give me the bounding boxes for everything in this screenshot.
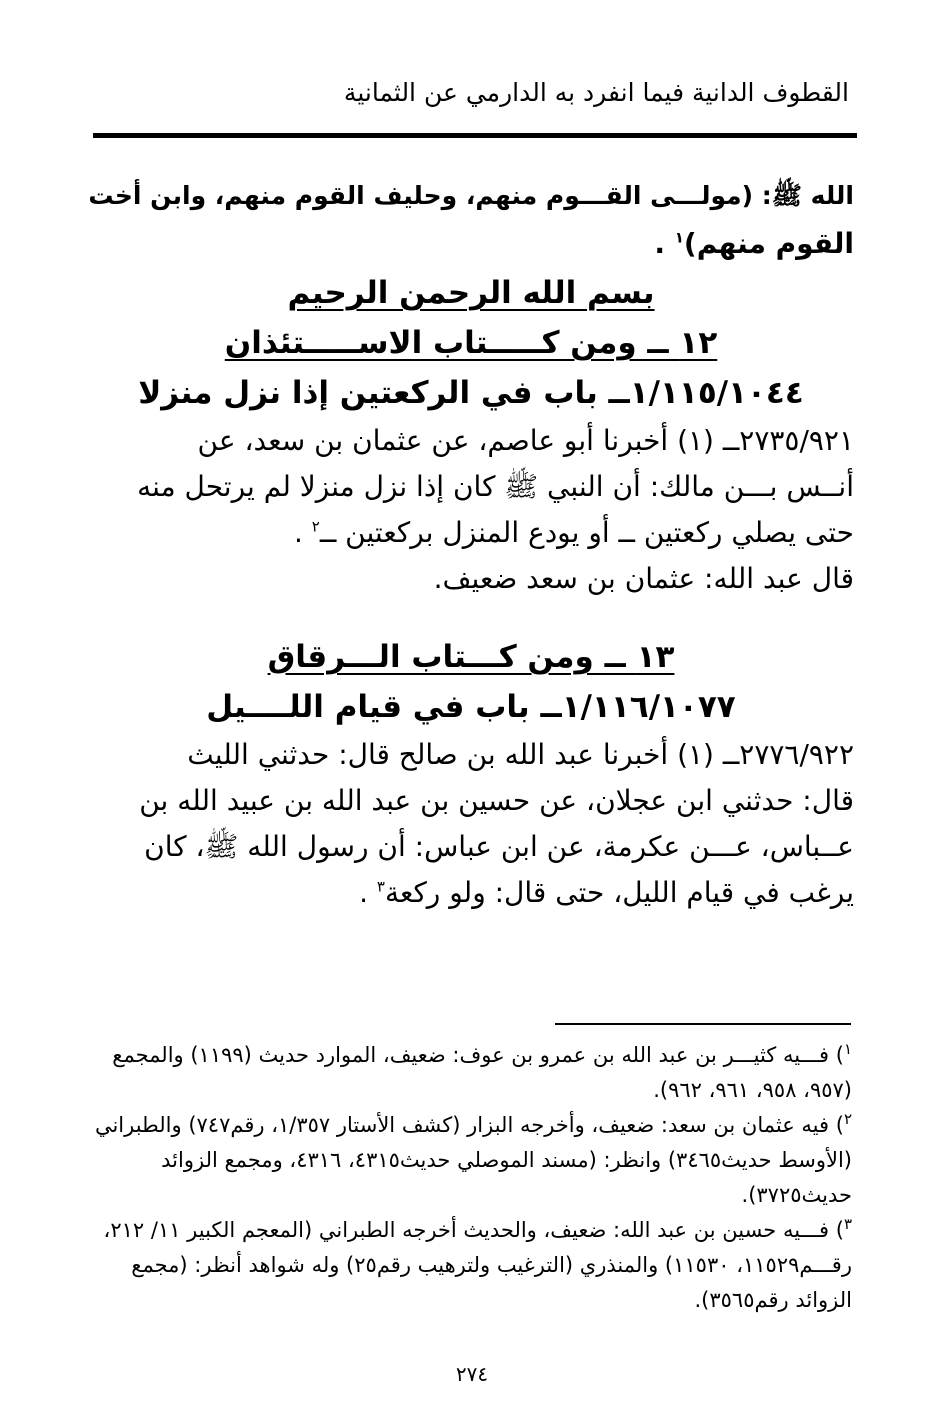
- footnote-3-text: ) فـــيه حسين بن عبد الله: ضعيف، والحديث أخرجه الطبراني (المعجم الكبير ١١/ ٢١٢، رقـــم١١٥٢٩، ١١٥٣٠) والمنذري (الترغيب ولترهيب رقم٢٥) وله شواهد أنظر: (مجمع الزوائد رقم٣٥٦٥).: [103, 1218, 852, 1312]
- footnote-1: [90, 1038, 852, 1108]
- intro-line-2-text: القوم منهم): [683, 227, 854, 260]
- section-13-title-text: ١٣ ــ ومن كـــتاب الـــرقاق: [267, 639, 675, 675]
- section-13-title: [88, 632, 854, 682]
- page-number: ٢٧٤: [455, 1362, 489, 1386]
- running-header: القطوف الدانية فيما انفرد به الدارمي عن الثمانية: [343, 78, 849, 107]
- chapter-12-heading: ١/١١٥/١٠٤٤ــ باب في الركعتين إذا نزل منزلا: [138, 375, 804, 411]
- intro-line-1: الله ﷺ: (مولـــى القـــوم منهم، وحليف القوم منهم، وابن أخت: [88, 181, 854, 210]
- hadith-2735-line-1: ٢٧٣٥/٩٢١ــ (١) أخبرنا أبو عاصم، عن عثمان بن سعد، عن: [197, 424, 854, 457]
- footnote-2: [90, 1108, 852, 1213]
- footnote-3-mark: ٣: [843, 1215, 852, 1233]
- footnote-2-mark: ٢: [843, 1110, 852, 1128]
- basmala: [88, 268, 854, 318]
- hadith-2776-line-4-text: يرغب في قيام الليل، حتى قال: ولو ركعة: [384, 876, 854, 909]
- hadith-2776-line-2: قال: حدثني ابن عجلان، عن حسين بن عبد الله بن عبيد الله بن: [139, 784, 854, 817]
- footnote-3: [90, 1213, 852, 1318]
- main-text: [88, 172, 854, 916]
- basmala-text: بسم الله الرحمن الرحيم: [287, 275, 655, 311]
- section-12-title: [88, 318, 854, 368]
- hadith-2776-line-3: عــباس، عـــن عكرمة، عن ابن عباس: أن رسول الله ﷺ، كان: [144, 830, 854, 863]
- header-rule: [93, 133, 857, 138]
- hadith-2735-line-4: قال عبد الله: عثمان بن سعد ضعيف.: [433, 562, 854, 595]
- footnotes: [90, 1038, 852, 1318]
- hadith-2735-line-2: أنــس بـــن مالك: أن النبي ﷺ كان إذا نزل منزلا لم يرتحل منه: [137, 470, 854, 503]
- footnote-reference-2: ٢: [311, 517, 320, 536]
- footnote-reference-3: ٣: [376, 877, 385, 896]
- hadith-2735-line-3: حتى يصلي ركعتين ــ أو يودع المنزل بركعتين ــ$^٢$ .: [293, 516, 854, 549]
- hadith-2776-line-4: يرغب في قيام الليل، حتى قال: ولو ركعة$^٣$ .: [359, 876, 854, 909]
- footnote-2-text: ) فيه عثمان بن سعد: ضعيف، وأخرجه البزار (كشف الأستار ١/٣٥٧، رقم٧٤٧) والطبراني (الأوسط حديث٣٤٦٥) وانظر: (مسند الموصلي حديث٤٣١٥، ٤٣١٦، ومجمع الزوائد حديث٣٧٢٥).: [94, 1113, 852, 1207]
- footnote-1-mark: ١: [843, 1040, 852, 1058]
- footnote-reference-1: ١: [674, 228, 684, 247]
- intro-line-2: القوم منهم)$^١$ .: [654, 227, 854, 260]
- footnote-1-text: ) فـــيه كثيـــر بن عبد الله بن عمرو بن عوف: ضعيف، الموارد حديث (١١٩٩) والمجمع (٩٥٧، ٩٥٨، ٩٦١، ٩٦٢).: [112, 1043, 852, 1102]
- hadith-2735-line-3-text: حتى يصلي ركعتين ــ أو يودع المنزل بركعتين ــ: [319, 516, 854, 549]
- section-12-title-text: ١٢ ــ ومن كـــــتاب الاســـــتئذان: [224, 325, 718, 361]
- hadith-2776-line-1: ٢٧٧٦/٩٢٢ــ (١) أخبرنا عبد الله بن صالح قال: حدثني الليث: [187, 738, 854, 771]
- section-spacer: [88, 602, 854, 632]
- footnote-rule: [555, 1023, 851, 1025]
- chapter-13-heading: ١/١١٦/١٠٧٧ــ باب في قيام اللــــيل: [206, 689, 736, 725]
